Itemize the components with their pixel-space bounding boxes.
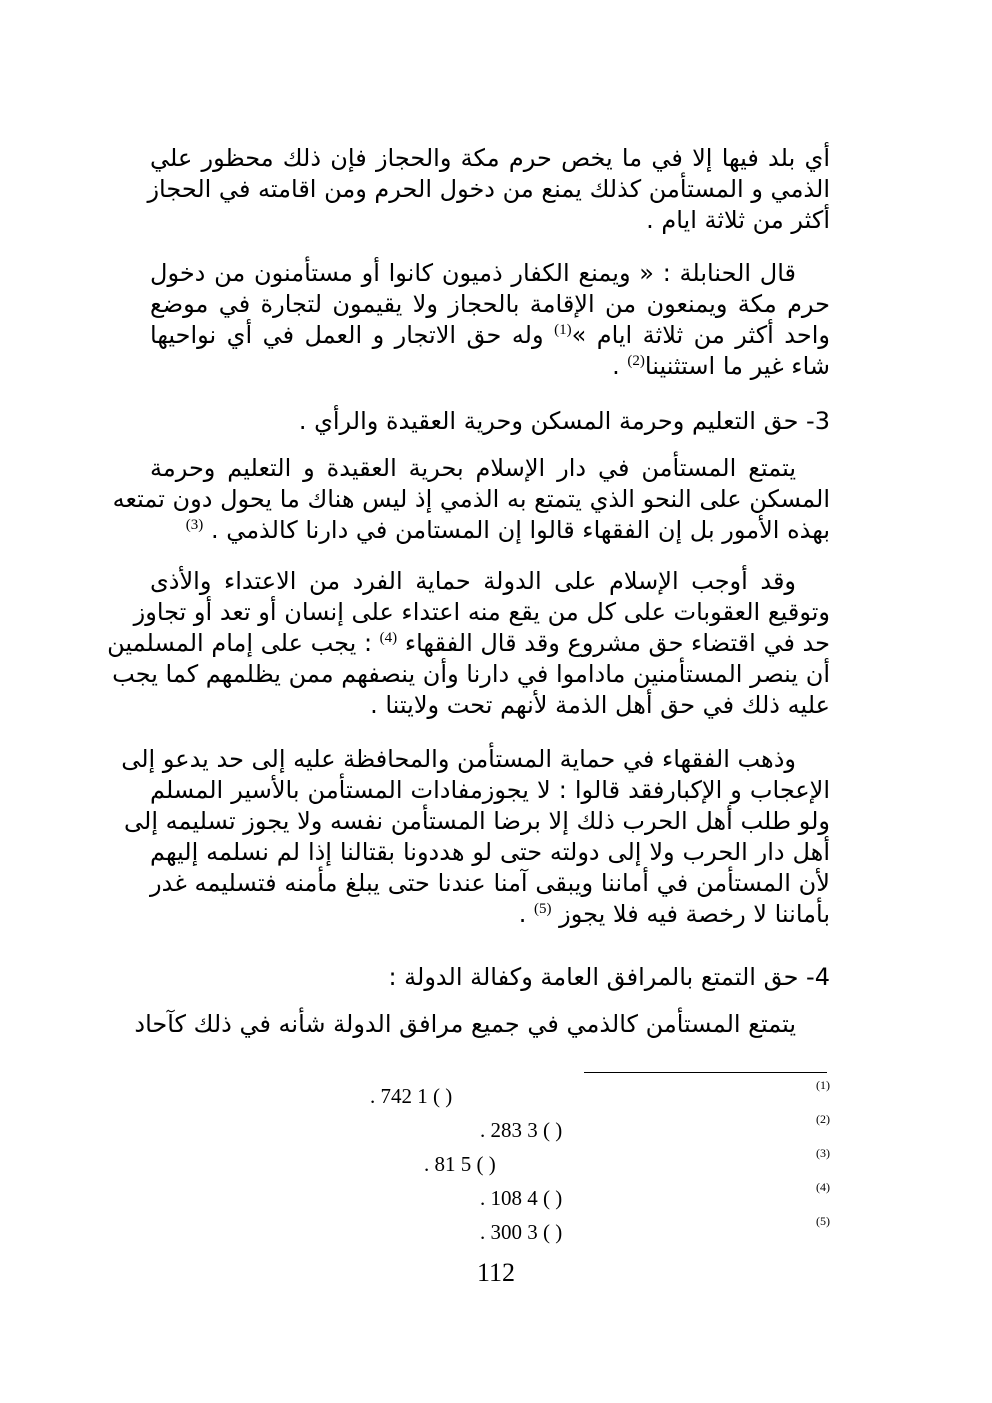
text-line: يتمتع المستأمن كالذمي في جميع مرافق الدولة شأنه في ذلك كآحاد — [134, 1010, 796, 1038]
section-heading-3 — [150, 406, 830, 437]
footnote-number: (2) — [816, 1112, 830, 1126]
paragraph-4 — [107, 566, 830, 721]
text-line: أكثر من ثلاثة ايام . — [646, 206, 830, 234]
footnote-number: (3) — [816, 1146, 830, 1160]
text-segment: . — [612, 352, 620, 380]
paragraph-1 — [147, 143, 830, 236]
text-line: لأن المستأمن في أماننا ويبقى آمنا عندنا حتى يبلغ مأمنه فتسليمه غدر — [150, 869, 830, 897]
heading-text: 4- حق التمتع بالمرافق العامة وكفالة الدولة : — [388, 963, 830, 991]
footnote-reference: . 300 3 ( ) — [480, 1220, 563, 1244]
paragraph-3 — [112, 453, 830, 546]
footnote-number: (4) — [816, 1180, 830, 1194]
footnote-mark: (4) — [379, 630, 398, 646]
text-line: حرم مكة ويمنعون من الإقامة بالحجاز ولا يقيمون لتجارة في موضع — [150, 290, 830, 318]
section-heading-4 — [150, 962, 830, 993]
footnote-reference: . 283 3 ( ) — [480, 1118, 563, 1142]
paragraph-5 — [121, 744, 830, 930]
text-line: وقد أوجب الإسلام على الدولة حماية الفرد من الاعتداء والأذى — [150, 567, 796, 595]
footnote-item — [150, 1214, 830, 1248]
footnote-mark: (5) — [533, 901, 552, 917]
text-segment: حد في اقتضاء حق مشروع وقد قال الفقهاء — [404, 629, 830, 657]
paragraph-6 — [134, 1009, 830, 1040]
text-line: وتوقيع العقوبات على كل من يقع منه اعتداء على إنسان أو تعد أو تجاوز — [133, 598, 830, 626]
text-line: عليه ذلك في حق أهل الذمة لأنهم تحت ولايتنا . — [370, 691, 830, 719]
footnote-mark: (2) — [627, 353, 645, 369]
text-segment: واحد أكثر من ثلاثة ايام » — [571, 321, 830, 349]
footnote-item — [150, 1180, 830, 1214]
footnote-reference: . 108 4 ( ) — [480, 1186, 563, 1210]
text-line — [150, 515, 830, 546]
text-line: أهل دار الحرب ولا إلى دولته حتى لو هددونا بقتالنا إذا لم نسلمه إليهم — [150, 838, 830, 866]
text-segment: بأماننا لا رخصة فيه فلا يجوز — [559, 900, 830, 928]
text-line — [150, 899, 830, 930]
footnote-mark: (3) — [185, 517, 204, 533]
footnote-divider — [584, 1072, 827, 1073]
heading-text: 3- حق التعليم وحرمة المسكن وحرية العقيدة والرأي . — [298, 407, 830, 435]
text-segment: : يجب على إمام المسلمين — [107, 629, 373, 657]
footnote-number: (1) — [816, 1078, 830, 1092]
text-segment: بهذه الأمور بل إن الفقهاء قالوا إن المستامن في دارنا كالذمي . — [210, 516, 830, 544]
footnote-item — [150, 1146, 830, 1180]
page-number: 112 — [476, 1258, 516, 1287]
text-line: قال الحنابلة : « ويمنع الكفار ذميون كانوا أو مستأمنون من دخول — [150, 259, 796, 287]
text-line: وذهب الفقهاء في حماية المستأمن والمحافظة عليه إلى حد يدعو إلى — [121, 745, 796, 773]
text-line: الإعجاب و الإكبارفقد قالوا : لا يجوزمفادات المستأمن بالأسير المسلم — [150, 776, 830, 804]
text-line — [150, 351, 830, 382]
text-line: أي بلد فيها إلا في ما يخص حرم مكة والحجاز فإن ذلك محظور علي — [150, 144, 830, 172]
footnote-reference: . 81 5 ( ) — [424, 1152, 496, 1176]
footnote-reference: . 742 1 ( ) — [370, 1084, 453, 1108]
footnotes — [150, 1078, 830, 1248]
text-segment: وله حق الاتجار و العمل في أي نواحيها — [150, 321, 544, 349]
footnote-number: (5) — [816, 1214, 830, 1228]
text-line — [150, 320, 830, 351]
text-line: الذمي و المستأمن كذلك يمنع من دخول الحرم ومن اقامته في الحجاز — [147, 175, 830, 203]
footnote-item — [150, 1112, 830, 1146]
text-segment: . — [518, 900, 527, 928]
footnote-item — [150, 1078, 830, 1112]
text-segment: شاء غير ما استثنينا — [644, 352, 830, 380]
text-line: يتمتع المستأمن في دار الإسلام بحرية العقيدة و التعليم وحرمة — [150, 454, 796, 482]
text-line: المسكن على النحو الذي يتمتع به الذمي إذ ليس هناك ما يحول دون تمتعه — [112, 485, 830, 513]
text-line — [107, 628, 830, 659]
footnote-mark: (1) — [554, 322, 572, 338]
text-line: ولو طلب أهل الحرب ذلك إلا برضا المستأمن نفسه ولا يجوز تسليمه إلى — [124, 807, 830, 835]
text-line: أن ينصر المستأمنين ماداموا في دارنا وأن ينصفهم ممن يظلمهم كما يجب — [112, 660, 830, 688]
paragraph-2 — [150, 258, 830, 382]
